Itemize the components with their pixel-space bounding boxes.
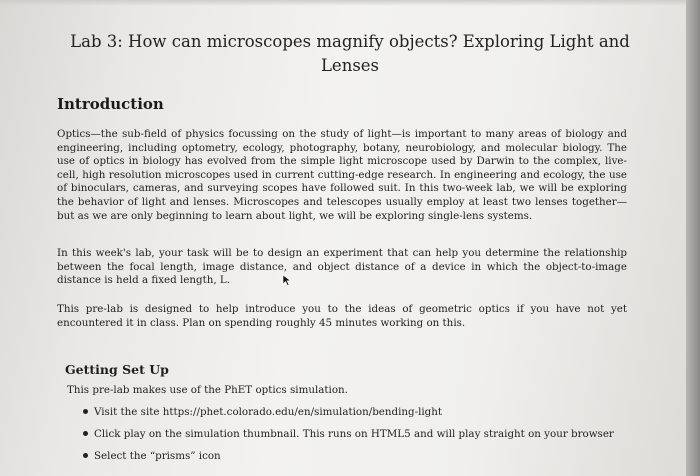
list-item: [90, 405, 630, 427]
introduction-heading: Introduction: [57, 95, 164, 113]
intro-paragraph-2: In this week's lab, your task will be to design an experiment that can help you determine the relationship between the focal length, image distance, and object distance of a device in which the object-to-image distance is held a fixed length, L.: [57, 247, 627, 287]
bullet-text: Visit the site https://phet.colorado.edu/en/simulation/bending-light: [94, 406, 443, 418]
intro-paragraph-1: Optics—the sub-field of physics focussing on the study of light—is important to many areas of biology and engineering, including optometry, ecology, photography, botany, neurobiology, and molecular biology. The use of optics in biology has evolved from the simple light microscope used by Darwin to the complex, live-cell, high resolution microscopes used in current cutting-edge research. In engineering and ecology, the use of binoculars, cameras, and surveying scopes have followed suit. In this two-week lab, we will be exploring the behavior of light and lenses. Microscopes and telescopes usually employ at least two lenses together—but as we are only beginning to learn about light, we will be exploring single-lens systems.: [57, 128, 627, 222]
bullet-text: Click play on the simulation thumbnail. This runs on HTML5 and will play straight on your browser: [94, 428, 614, 440]
getting-set-up-heading: Getting Set Up: [65, 362, 169, 377]
list-item: [90, 427, 630, 449]
screen-edge-right: [686, 0, 700, 476]
list-item: [90, 449, 630, 471]
intro-paragraph-3: This pre-lab is designed to help introduce you to the ideas of geometric optics if you have not yet encountered it in class. Plan on spending roughly 45 minutes working on this.: [57, 303, 627, 329]
document-title: Lab 3: How can microscopes magnify objects? Exploring Light and Lenses: [70, 32, 630, 75]
mouse-pointer-icon: [282, 274, 292, 286]
bullet-text: Select the “prisms” icon: [94, 450, 221, 462]
bullet-dot-icon: [83, 453, 88, 458]
getting-set-up-lead: This pre-lab makes use of the PhET optics simulation.: [67, 384, 348, 396]
bullet-dot-icon: [83, 431, 88, 436]
setup-bullet-list: [90, 405, 630, 471]
bullet-dot-icon: [83, 409, 88, 414]
